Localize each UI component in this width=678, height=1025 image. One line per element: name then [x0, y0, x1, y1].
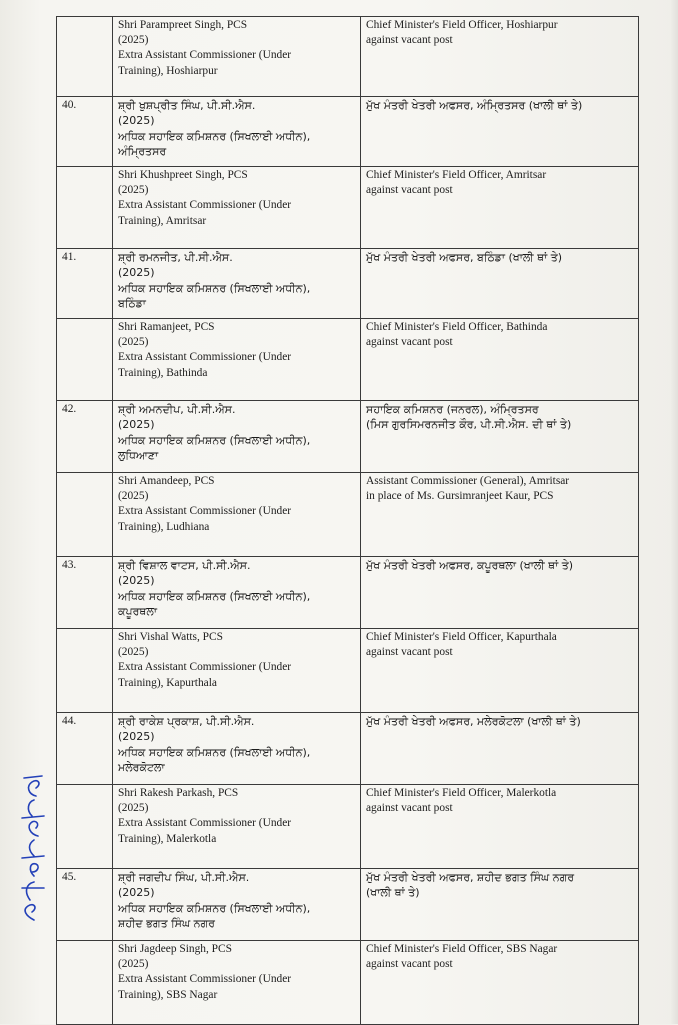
posting-cell	[361, 713, 639, 785]
officer-name-cell	[113, 97, 361, 167]
officer-name-line: Extra Assistant Commissioner (Under	[118, 973, 292, 986]
officer-name-line: (2025)	[118, 646, 149, 659]
posting-cell	[361, 473, 639, 557]
posting-line: against vacant post	[366, 336, 453, 349]
table-row-english	[57, 473, 639, 557]
posting-line: ਮੁੱਖ ਮੰਤਰੀ ਖੇਤਰੀ ਅਫਸਰ, ਮਲੇਰਕੋਟਲਾ (ਖਾਲੀ ਥਾਂ ਤੇ)	[366, 715, 581, 728]
officer-name-line: (2025)	[118, 490, 149, 503]
officer-name-line: (2025)	[118, 802, 149, 815]
handwritten-signature	[4, 760, 56, 930]
officer-name-line: (2025)	[118, 730, 155, 744]
officer-name-line: ਸ਼੍ਰੀ ਜਗਦੀਪ ਸਿੰਘ, ਪੀ.ਸੀ.ਐਸ.	[118, 871, 250, 884]
posting-cell	[361, 785, 639, 869]
officer-name-line: Training), Kapurthala	[118, 676, 217, 689]
posting-cell	[361, 319, 639, 401]
posting-line: Chief Minister's Field Officer, Amritsar	[366, 169, 547, 181]
posting-cell	[361, 401, 639, 473]
posting-cell	[361, 941, 639, 1025]
serial-number-cell	[57, 319, 113, 401]
officer-name-cell	[113, 629, 361, 713]
officer-name-cell	[113, 785, 361, 869]
table-row-english	[57, 941, 639, 1025]
posting-line: ਮੁੱਖ ਮੰਤਰੀ ਖੇਤਰੀ ਅਫਸਰ, ਸ਼ਹੀਦ ਭਗਤ ਸਿੰਘ ਨਗਰ	[366, 871, 575, 884]
officer-name-line: (2025)	[118, 886, 155, 900]
officer-name-line: Training), SBS Nagar	[118, 988, 218, 1001]
officer-name-line: (2025)	[118, 418, 155, 432]
officer-name-cell	[113, 401, 361, 473]
officer-name-line: ਅਧਿਕ ਸਹਾਇਕ ਕਮਿਸ਼ਨਰ (ਸਿਖਲਾਈ ਅਧੀਨ),	[118, 433, 311, 447]
table-row-punjabi	[57, 97, 639, 167]
officer-name-line: ਬਠਿੰਡਾ	[118, 297, 146, 311]
officer-name-line: ਅੰਮ੍ਰਿਤਸਰ	[118, 145, 167, 159]
posting-line: Assistant Commissioner (General), Amritsar	[366, 475, 570, 487]
table-row-english	[57, 629, 639, 713]
posting-line: ਸਹਾਇਕ ਕਮਿਸ਼ਨਰ (ਜਨਰਲ), ਅੰਮ੍ਰਿਤਸਰ	[366, 403, 539, 416]
officer-name-line: ਮਲੇਰਕੋਟਲਾ	[118, 761, 165, 775]
officer-name-line: (2025)	[118, 34, 149, 47]
serial-number-cell: 45.	[57, 869, 113, 941]
posting-line: against vacant post	[366, 802, 453, 815]
officer-name-line: ਸ਼੍ਰੀ ਰਮਨਜੀਤ, ਪੀ.ਸੀ.ਐਸ.	[118, 251, 233, 264]
officer-name-line: ਸ਼੍ਰੀ ਖੁਸ਼ਪ੍ਰੀਤ ਸਿੰਘ, ਪੀ.ਸੀ.ਐਸ.	[118, 99, 256, 112]
serial-number-cell	[57, 785, 113, 869]
officer-name-line: (2025)	[118, 958, 149, 971]
officer-name-cell	[113, 869, 361, 941]
table-row-english	[57, 17, 639, 97]
officer-name-line: ਸ਼ਹੀਦ ਭਗਤ ਸਿੰਘ ਨਗਰ	[118, 917, 216, 931]
posting-cell	[361, 629, 639, 713]
officer-name-line: Extra Assistant Commissioner (Under	[118, 351, 292, 364]
officer-name-line: Shri Rakesh Parkash, PCS	[118, 787, 239, 799]
officer-name-line: (2025)	[118, 114, 155, 128]
officer-name-line: Shri Parampreet Singh, PCS	[118, 19, 248, 31]
serial-number-cell	[57, 17, 113, 97]
officer-name-line: Shri Vishal Watts, PCS	[118, 631, 223, 643]
serial-number-cell: 42.	[57, 401, 113, 473]
serial-number-cell	[57, 941, 113, 1025]
officer-name-line: Shri Khushpreet Singh, PCS	[118, 169, 248, 181]
officer-name-line: ਅਧਿਕ ਸਹਾਇਕ ਕਮਿਸ਼ਨਰ (ਸਿਖਲਾਈ ਅਧੀਨ),	[118, 129, 311, 143]
table-row-punjabi	[57, 249, 639, 319]
officer-name-line: (2025)	[118, 336, 149, 349]
officer-name-line: ਅਧਿਕ ਸਹਾਇਕ ਕਮਿਸ਼ਨਰ (ਸਿਖਲਾਈ ਅਧੀਨ),	[118, 745, 311, 759]
officer-name-line: Shri Ramanjeet, PCS	[118, 321, 215, 333]
officer-name-line: Training), Bathinda	[118, 366, 208, 379]
officer-name-line: ਸ਼੍ਰੀ ਰਾਕੇਸ਼ ਪ੍ਰਕਾਸ਼, ਪੀ.ਸੀ.ਐਸ.	[118, 715, 255, 728]
officer-name-cell	[113, 167, 361, 249]
scan-edge-shadow	[670, 0, 678, 1024]
officer-name-line: Training), Malerkotla	[118, 832, 217, 845]
officer-name-line: Shri Amandeep, PCS	[118, 475, 215, 487]
officer-name-cell	[113, 319, 361, 401]
officer-name-cell	[113, 557, 361, 629]
table-row-punjabi	[57, 713, 639, 785]
posting-cell	[361, 249, 639, 319]
posting-line: in place of Ms. Gursimranjeet Kaur, PCS	[366, 490, 554, 503]
posting-line: (ਮਿਸ ਗੁਰਸਿਮਰਨਜੀਤ ਕੌਰ, ਪੀ.ਸੀ.ਐਸ. ਦੀ ਥਾਂ ਤੇ)	[366, 418, 572, 432]
officer-name-line: (2025)	[118, 574, 155, 588]
table-row-english	[57, 319, 639, 401]
officer-name-line: Extra Assistant Commissioner (Under	[118, 661, 292, 674]
officer-name-cell	[113, 941, 361, 1025]
posting-line: Chief Minister's Field Officer, Malerkotla	[366, 787, 557, 799]
posting-line: ਮੁੱਖ ਮੰਤਰੀ ਖੇਤਰੀ ਅਫਸਰ, ਕਪੂਰਥਲਾ (ਖਾਲੀ ਥਾਂ ਤੇ)	[366, 559, 574, 572]
officer-name-line: ਸ਼੍ਰੀ ਵਿਸ਼ਾਲ ਵਾਟਸ, ਪੀ.ਸੀ.ਐਸ.	[118, 559, 251, 572]
officer-name-line: ਲੁਧਿਆਣਾ	[118, 449, 159, 463]
table-row-punjabi	[57, 557, 639, 629]
officer-name-line: Extra Assistant Commissioner (Under	[118, 199, 292, 212]
posting-cell	[361, 17, 639, 97]
table-row-punjabi	[57, 401, 639, 473]
officer-name-line: (2025)	[118, 266, 155, 280]
posting-cell	[361, 167, 639, 249]
officer-name-line: Shri Jagdeep Singh, PCS	[118, 943, 232, 955]
posting-line: (ਖਾਲੀ ਥਾਂ ਤੇ)	[366, 886, 420, 900]
officer-name-line: Training), Amritsar	[118, 214, 207, 227]
posting-line: ਮੁੱਖ ਮੰਤਰੀ ਖੇਤਰੀ ਅਫਸਰ, ਅੰਮ੍ਰਿਤਸਰ (ਖਾਲੀ ਥਾਂ ਤੇ)	[366, 99, 583, 112]
serial-number-cell	[57, 629, 113, 713]
officer-name-line: Extra Assistant Commissioner (Under	[118, 49, 292, 62]
posting-line: against vacant post	[366, 646, 453, 659]
officer-name-line: ਸ਼੍ਰੀ ਅਮਨਦੀਪ, ਪੀ.ਸੀ.ਐਸ.	[118, 403, 236, 416]
serial-number-cell	[57, 473, 113, 557]
officer-name-line: Extra Assistant Commissioner (Under	[118, 817, 292, 830]
posting-line: Chief Minister's Field Officer, Kapurthala	[366, 631, 557, 643]
officer-name-line: (2025)	[118, 184, 149, 197]
serial-number-cell	[57, 167, 113, 249]
transfer-orders-table	[56, 16, 639, 1025]
serial-number-cell: 44.	[57, 713, 113, 785]
posting-line: against vacant post	[366, 34, 453, 47]
posting-cell	[361, 557, 639, 629]
posting-line: against vacant post	[366, 184, 453, 197]
officer-name-cell	[113, 473, 361, 557]
officer-name-cell	[113, 713, 361, 785]
officer-name-line: Extra Assistant Commissioner (Under	[118, 505, 292, 518]
posting-line: ਮੁੱਖ ਮੰਤਰੀ ਖੇਤਰੀ ਅਫਸਰ, ਬਠਿੰਡਾ (ਖਾਲੀ ਥਾਂ ਤੇ)	[366, 251, 563, 264]
officer-name-line: Training), Hoshiarpur	[118, 64, 218, 77]
serial-number-cell: 41.	[57, 249, 113, 319]
table-row-english	[57, 167, 639, 249]
posting-line: Chief Minister's Field Officer, SBS Nagar	[366, 943, 558, 955]
posting-cell	[361, 97, 639, 167]
posting-line: Chief Minister's Field Officer, Bathinda	[366, 321, 548, 333]
posting-line: Chief Minister's Field Officer, Hoshiarpur	[366, 19, 558, 31]
officer-name-cell	[113, 249, 361, 319]
officer-name-line: ਕਪੂਰਥਲਾ	[118, 605, 157, 619]
officer-name-cell	[113, 17, 361, 97]
serial-number-cell: 40.	[57, 97, 113, 167]
officer-name-line: ਅਧਿਕ ਸਹਾਇਕ ਕਮਿਸ਼ਨਰ (ਸਿਖਲਾਈ ਅਧੀਨ),	[118, 901, 311, 915]
table-row-punjabi	[57, 869, 639, 941]
posting-cell	[361, 869, 639, 941]
officer-name-line: ਅਧਿਕ ਸਹਾਇਕ ਕਮਿਸ਼ਨਰ (ਸਿਖਲਾਈ ਅਧੀਨ),	[118, 281, 311, 295]
officer-name-line: Training), Ludhiana	[118, 520, 210, 533]
officer-name-line: ਅਧਿਕ ਸਹਾਇਕ ਕਮਿਸ਼ਨਰ (ਸਿਖਲਾਈ ਅਧੀਨ),	[118, 589, 311, 603]
serial-number-cell: 43.	[57, 557, 113, 629]
table-row-english	[57, 785, 639, 869]
posting-line: against vacant post	[366, 958, 453, 971]
